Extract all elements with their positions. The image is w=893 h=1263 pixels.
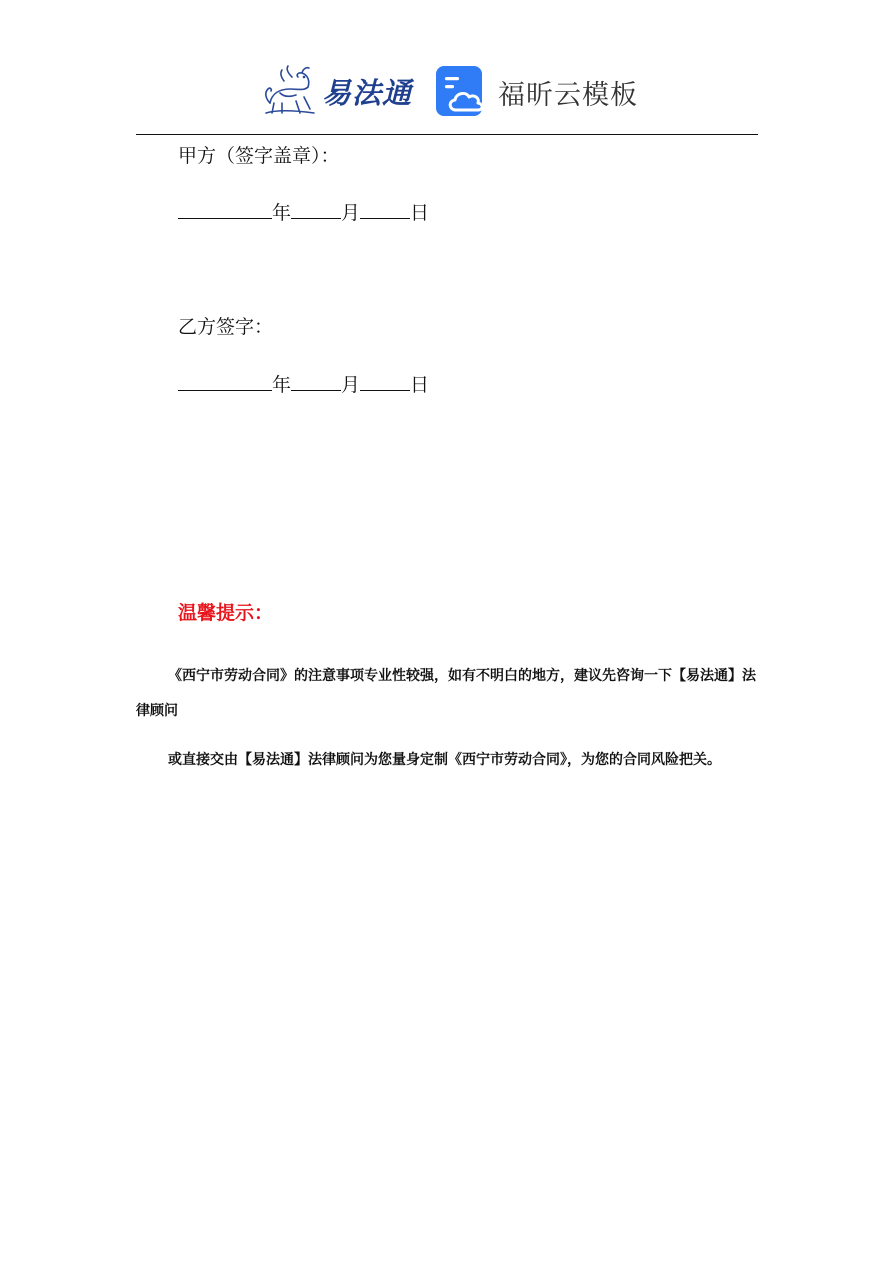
tips-heading: 温馨提示： xyxy=(178,602,274,624)
month-blank xyxy=(291,200,341,219)
month-label: 月 xyxy=(341,202,361,224)
month-label: 月 xyxy=(341,374,361,396)
fuxin-logo xyxy=(436,66,638,118)
tips-paragraph-2: 或直接交由【易法通】法律顾问为您量身定制《西宁市劳动合同》，为您的合同风险把关。 xyxy=(168,752,721,768)
page-header xyxy=(0,0,893,134)
party-b-date xyxy=(178,372,429,397)
year-label: 年 xyxy=(272,374,292,396)
party-a-date xyxy=(178,200,429,225)
party-b-label: 乙方签字： xyxy=(178,316,274,338)
day-label: 日 xyxy=(410,202,430,224)
header-divider xyxy=(136,134,758,135)
qilin-mascot-icon xyxy=(262,63,320,117)
tips-paragraph-1: 《西宁市劳动合同》的注意事项专业性较强，如有不明白的地方，建议先咨询一下【易法通】法律顾问 xyxy=(136,668,756,719)
yifatong-brand-text: 易法通 xyxy=(322,75,413,110)
fuxin-cloud-doc-icon xyxy=(436,66,488,118)
day-label: 日 xyxy=(410,374,430,396)
day-blank xyxy=(360,200,410,219)
fuxin-brand-text: 福昕云模板 xyxy=(498,79,638,111)
year-blank xyxy=(178,372,272,391)
party-a-label: 甲方（签字盖章）： xyxy=(178,145,340,167)
day-blank xyxy=(360,372,410,391)
month-blank xyxy=(291,372,341,391)
year-blank xyxy=(178,200,272,219)
year-label: 年 xyxy=(272,202,292,224)
yifatong-logo xyxy=(262,62,412,118)
